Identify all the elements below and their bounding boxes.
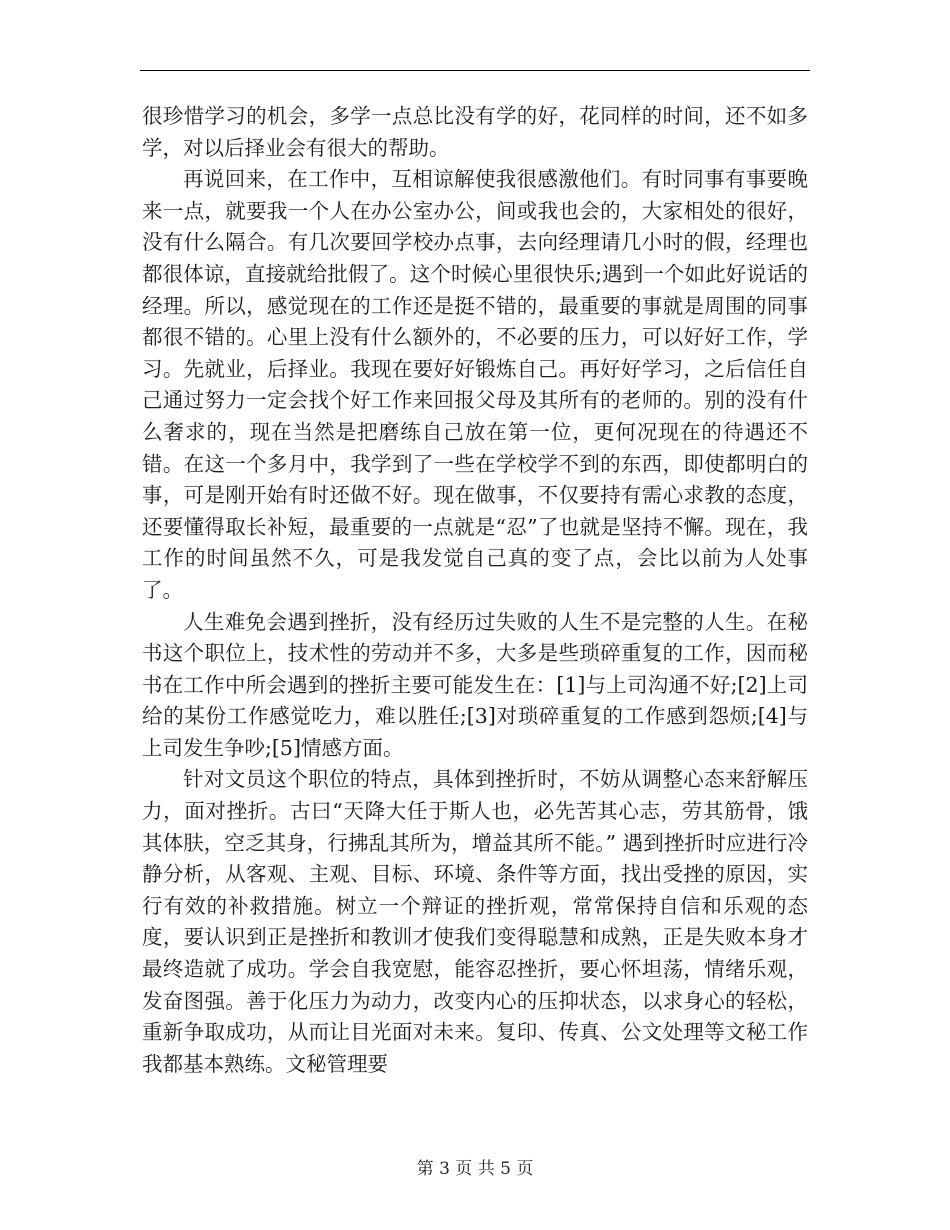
paragraph-4: 针对文员这个职位的特点，具体到挫折时，不妨从调整心态来舒解压力，面对挫折。古曰“天降大任于斯人也，必先苦其心志，劳其筋骨，饿其体肤，空乏其身，行拂乱其所为，增益其所不能。” 遇到挫折时应进行冷静分析，从客观、主观、目标、环境、条件等方面，找出受挫的原因，实行有效的补救措施。树立一个辩证的挫折观，常常保持自信和乐观的态度，要认识到正是挫折和教训才使我们变得聪慧和成熟，正是失败本身才最终造就了成功。学会自我宽慰，能容忍挫折，要心怀坦荡，情绪乐观，发奋图强。善于化压力为动力，改变内心的压抑状态，以求身心的轻松，重新争取成功，从而让目光面对未来。复印、传真、公文处理等文秘工作我都基本熟练。文秘管理要 xyxy=(142,767,808,1076)
paragraph-3: 人生难免会遇到挫折，没有经历过失败的人生不是完整的人生。在秘书这个职位上，技术性的劳动并不多，大多是些琐碎重复的工作，因而秘书在工作中所会遇到的挫折主要可能发生在：[1]与上司沟通不好;[2]上司给的某份工作感觉吃力，难以胜任;[3]对琐碎重复的工作感到怨烦;[4]与上司发生争吵;[5]情感方面。 xyxy=(142,609,808,760)
paragraph-1: 很珍惜学习的机会，多学一点总比没有学的好，花同样的时间，还不如多学，对以后择业会有很大的帮助。 xyxy=(142,104,808,160)
header-rule xyxy=(140,70,810,71)
document-body xyxy=(142,101,808,1080)
page-number-footer: 第 3 页 共 5 页 xyxy=(416,1159,534,1179)
paragraph-2: 再说回来，在工作中，互相谅解使我很感激他们。有时同事有事要晚来一点，就要我一个人在办公室办公，间或我也会的，大家相处的很好，没有什么隔合。有几次要回学校办点事，去向经理请几小时的假，经理也都很体谅，直接就给批假了。这个时候心里很快乐;遇到一个如此好说话的经理。所以，感觉现在的工作还是挺不错的，最重要的事就是周围的同事都很不错的。心里上没有什么额外的，不必要的压力，可以好好工作，学习。先就业，后择业。我现在要好好锻炼自己。再好好学习，之后信任自己通过努力一定会找个好工作来回报父母及其所有的老师的。别的没有什么奢求的，现在当然是把磨练自己放在第一位，更何况现在的待遇还不错。在这一个多月中，我学到了一些在学校学不到的东西，即使都明白的事，可是刚开始有时还做不好。现在做事，不仅要持有需心求教的态度，还要懂得取长补短，最重要的一点就是“忍”了也就是坚持不懈。现在，我工作的时间虽然不久，可是我发觉自己真的变了点，会比以前为人处事了。 xyxy=(142,167,808,602)
